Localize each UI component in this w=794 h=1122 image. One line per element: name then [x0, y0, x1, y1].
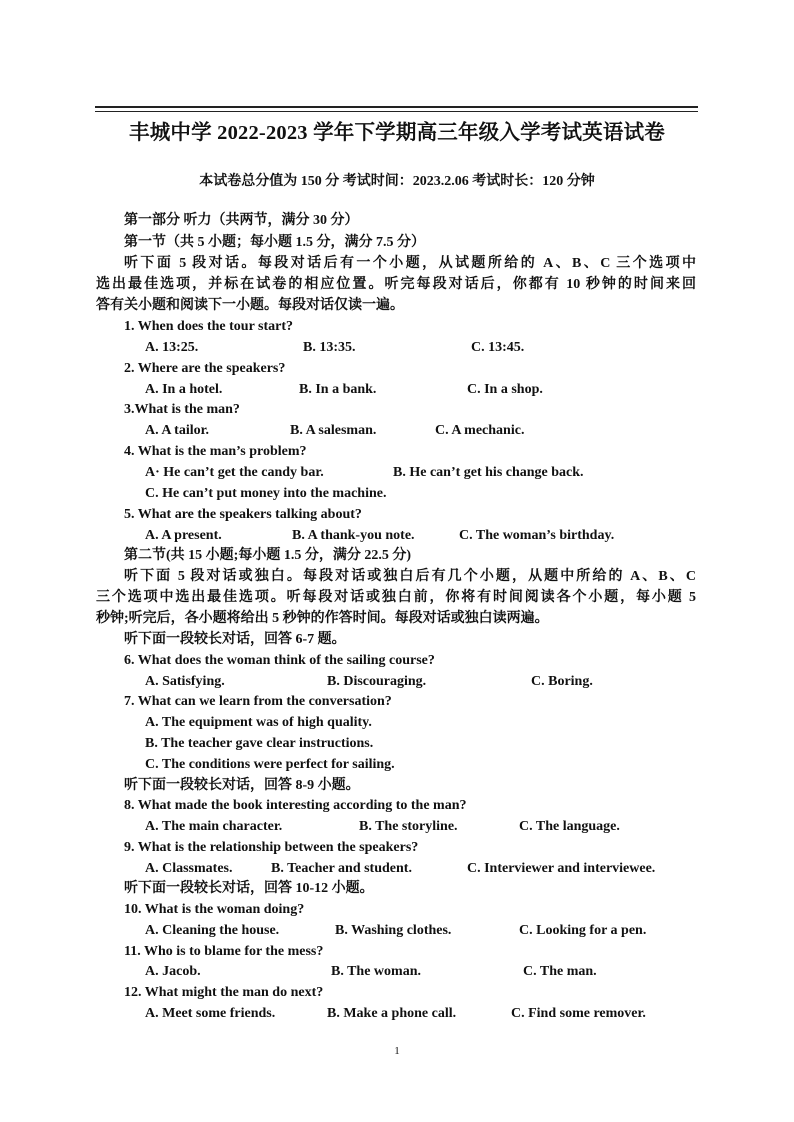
option-b: B. The woman. — [331, 964, 421, 979]
option-a: A. A tailor. — [145, 423, 210, 438]
header-rule-thick — [95, 106, 698, 108]
dialog-intro: 听下面一段较长对话，回答 10-12 小题。 — [124, 881, 374, 896]
option-a: A. Meet some friends. — [145, 1006, 276, 1021]
option-a: A. Classmates. — [145, 861, 233, 876]
option-b: B. The storyline. — [359, 819, 458, 834]
option-a: A. Jacob. — [145, 964, 201, 979]
part1-heading: 第一部分 听力（共两节，满分 30 分） — [124, 213, 359, 228]
section2-instruction-line: 三个选项中选出最佳选项。听每段对话或独白前，你将有时间阅读各个小题，每小题 5 — [96, 590, 696, 605]
option-b: B. A salesman. — [290, 423, 377, 438]
section1-instruction-line: 答有关小题和阅读下一小题。每段对话仅读一遍。 — [96, 298, 404, 313]
question-stem: 5. What are the speakers talking about? — [124, 507, 362, 522]
option-a: A. The main character. — [145, 819, 283, 834]
section2-instruction-line: 听下面 5 段对话或独白。每段对话或独白后有几个小题，从题中所给的 A、B、C — [124, 569, 696, 584]
option-c: C. The man. — [523, 964, 597, 979]
section2-heading: 第二节(共 15 小题;每小题 1.5 分，满分 22.5 分) — [124, 548, 411, 563]
option-b: B. Discouraging. — [327, 674, 427, 689]
option-c: C. 13:45. — [471, 340, 525, 355]
option-c: C. Find some remover. — [511, 1006, 646, 1021]
option-a: A· He can’t get the candy bar. — [145, 465, 324, 480]
option-c: C. Looking for a pen. — [519, 923, 647, 938]
option-b: B. Teacher and student. — [271, 861, 412, 876]
option-b: B. He can’t get his change back. — [393, 465, 584, 480]
question-stem: 4. What is the man’s problem? — [124, 444, 307, 459]
option-c: C. A mechanic. — [435, 423, 525, 438]
question-stem: 12. What might the man do next? — [124, 985, 324, 1000]
header-rule-thin — [95, 111, 698, 112]
section1-heading: 第一节（共 5 小题；每小题 1.5 分，满分 7.5 分） — [124, 235, 425, 250]
option-b: B. The teacher gave clear instructions. — [145, 736, 374, 751]
option-b: B. Washing clothes. — [335, 923, 452, 938]
exam-title: 丰城中学 2022-2023 学年下学期高三年级入学考试英语试卷 — [129, 122, 665, 144]
question-stem: 3.What is the man? — [124, 402, 240, 417]
option-b: B. A thank-you note. — [292, 528, 415, 543]
option-c: C. Interviewer and interviewee. — [467, 861, 656, 876]
option-c: C. In a shop. — [467, 382, 543, 397]
option-a: A. A present. — [145, 528, 222, 543]
option-a: A. Satisfying. — [145, 674, 225, 689]
option-b: B. 13:35. — [303, 340, 356, 355]
option-a: A. In a hotel. — [145, 382, 223, 397]
option-c: C. The language. — [519, 819, 620, 834]
question-stem: 10. What is the woman doing? — [124, 902, 305, 917]
section1-instruction-line: 选出最佳选项，并标在试卷的相应位置。听完每段对话后，你都有 10 秒钟的时间来回 — [96, 277, 696, 292]
option-c: C. The conditions were perfect for sailing. — [145, 757, 395, 772]
option-c: C. He can’t put money into the machine. — [145, 486, 387, 501]
question-stem: 11. Who is to blame for the mess? — [124, 944, 324, 959]
question-stem: 2. Where are the speakers? — [124, 361, 286, 376]
question-stem: 9. What is the relationship between the speakers? — [124, 840, 419, 855]
dialog-intro: 听下面一段较长对话，回答 6-7 题。 — [124, 632, 346, 647]
question-stem: 6. What does the woman think of the sailing course? — [124, 653, 435, 668]
exam-info: 本试卷总分值为 150 分 考试时间：2023.2.06 考试时长：120 分钟 — [199, 174, 595, 189]
option-c: C. The woman’s birthday. — [459, 528, 615, 543]
page-number: 1 — [394, 1045, 400, 1057]
question-stem: 7. What can we learn from the conversation? — [124, 694, 392, 709]
section2-instruction-line: 秒钟;听完后，各小题将给出 5 秒钟的作答时间。每段对话或独白读两遍。 — [96, 611, 549, 626]
option-a: A. 13:25. — [145, 340, 199, 355]
section1-instruction-line: 听下面 5 段对话。每段对话后有一个小题，从试题所给的 A、B、C 三个选项中 — [124, 256, 696, 271]
question-stem: 8. What made the book interesting according to the man? — [124, 798, 467, 813]
option-a: A. The equipment was of high quality. — [145, 715, 372, 730]
question-stem: 1. When does the tour start? — [124, 319, 294, 334]
option-b: B. In a bank. — [299, 382, 377, 397]
option-a: A. Cleaning the house. — [145, 923, 280, 938]
option-c: C. Boring. — [531, 674, 593, 689]
option-b: B. Make a phone call. — [327, 1006, 457, 1021]
dialog-intro: 听下面一段较长对话，回答 8-9 小题。 — [124, 778, 360, 793]
